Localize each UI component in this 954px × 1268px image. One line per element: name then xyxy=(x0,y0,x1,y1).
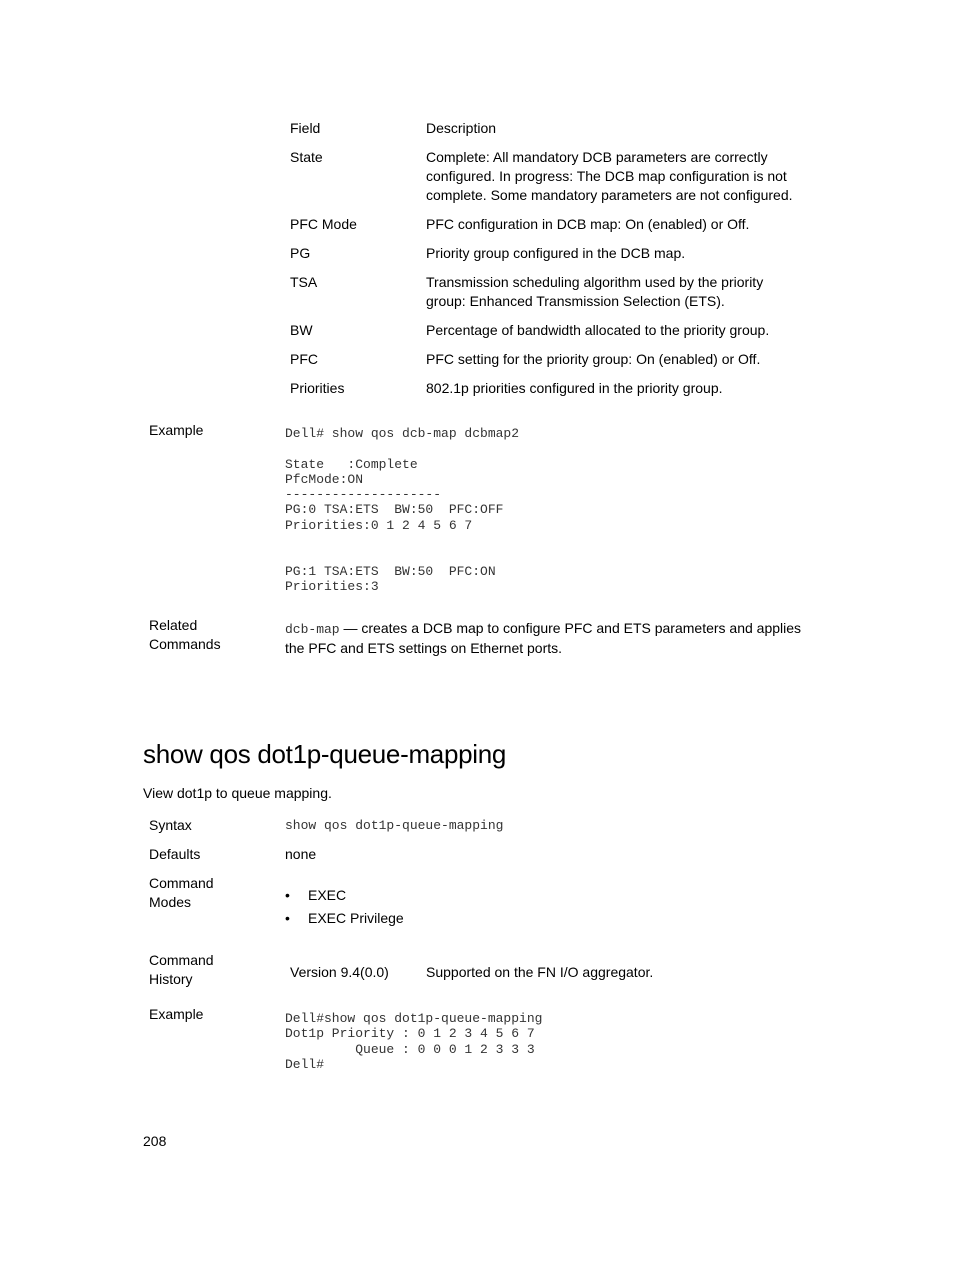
example-code-block: Dell#show qos dot1p-queue-mapping Dot1p Priority : 0 1 2 3 4 5 6 7 Queue : 0 0 0 1 2 3 3 3 Dell# xyxy=(285,1011,543,1072)
defaults-label: Defaults xyxy=(149,846,201,862)
bullet-icon: • xyxy=(285,910,290,926)
list-item xyxy=(285,886,404,905)
table-row-description: PFC configuration in DCB map: On (enabled) or Off. xyxy=(426,216,750,232)
table-header-field: Field xyxy=(290,120,321,136)
syntax-code: show qos dot1p-queue-mapping xyxy=(285,818,504,833)
related-commands-label xyxy=(149,616,221,654)
mode-label: EXEC xyxy=(308,887,347,903)
section-intro: View dot1p to queue mapping. xyxy=(143,785,332,801)
table-header-description: Description xyxy=(426,120,497,136)
command-history-label-line: History xyxy=(149,971,193,987)
related-label-line: Commands xyxy=(149,636,221,652)
related-commands-text xyxy=(285,619,830,658)
command-history-label xyxy=(149,951,214,989)
mode-label: EXEC Privilege xyxy=(308,910,404,926)
table-row-description: PFC setting for the priority group: On (enabled) or Off. xyxy=(426,351,761,367)
table-row-description: 802.1p priorities configured in the priority group. xyxy=(426,380,723,396)
example-code-block: Dell# show qos dcb-map dcbmap2 State :Complete PfcMode:ON -------------------- PG:0 TSA:ETS BW:50 PFC:OFF Priorities:0 1 2 4 5 6 7 PG:1 TSA:ETS BW:50 PFC:ON Priorities:3 xyxy=(285,426,520,594)
table-row-field: Priorities xyxy=(290,380,345,396)
related-line-2: the PFC and ETS settings on Ethernet ports. xyxy=(285,640,563,656)
table-row-field: PG xyxy=(290,245,311,261)
command-history-label-line: Command xyxy=(149,952,214,968)
related-line-1 xyxy=(285,619,830,639)
page-number: 208 xyxy=(143,1133,167,1149)
command-modes-list xyxy=(285,886,404,932)
example-label: Example xyxy=(149,1006,204,1022)
table-row-description: Complete: All mandatory DCB parameters are correctly configured. In progress: The DCB map configuration is not complete. Some mandatory parameters are not configured. xyxy=(426,149,793,203)
command-modes-label-line: Modes xyxy=(149,894,192,910)
related-label-line: Related xyxy=(149,617,198,633)
table-row-description: Transmission scheduling algorithm used by the priority group: Enhanced Transmission Selection (ETS). xyxy=(426,274,764,309)
related-command-link[interactable]: dcb-map xyxy=(285,622,340,637)
table-row-field: TSA xyxy=(290,274,318,290)
table-row-field: State xyxy=(290,149,323,165)
table-row-description: Percentage of bandwidth allocated to the priority group. xyxy=(426,322,770,338)
table-row-field: PFC xyxy=(290,351,318,367)
list-item xyxy=(285,909,404,928)
defaults-value: none xyxy=(285,846,317,862)
table-row-field: BW xyxy=(290,322,313,338)
command-modes-label-line: Command xyxy=(149,875,214,891)
history-description: Supported on the FN I/O aggregator. xyxy=(426,964,654,980)
example-label: Example xyxy=(149,422,204,438)
section-title: show qos dot1p-queue-mapping xyxy=(143,739,507,769)
syntax-label: Syntax xyxy=(149,817,192,833)
table-row-description: Priority group configured in the DCB map. xyxy=(426,245,686,261)
command-modes-label xyxy=(149,874,214,912)
related-description: — creates a DCB map to configure PFC and ETS parameters and applies xyxy=(339,620,802,636)
history-version: Version 9.4(0.0) xyxy=(290,964,389,980)
bullet-icon: • xyxy=(285,887,290,903)
table-row-field: PFC Mode xyxy=(290,216,357,232)
